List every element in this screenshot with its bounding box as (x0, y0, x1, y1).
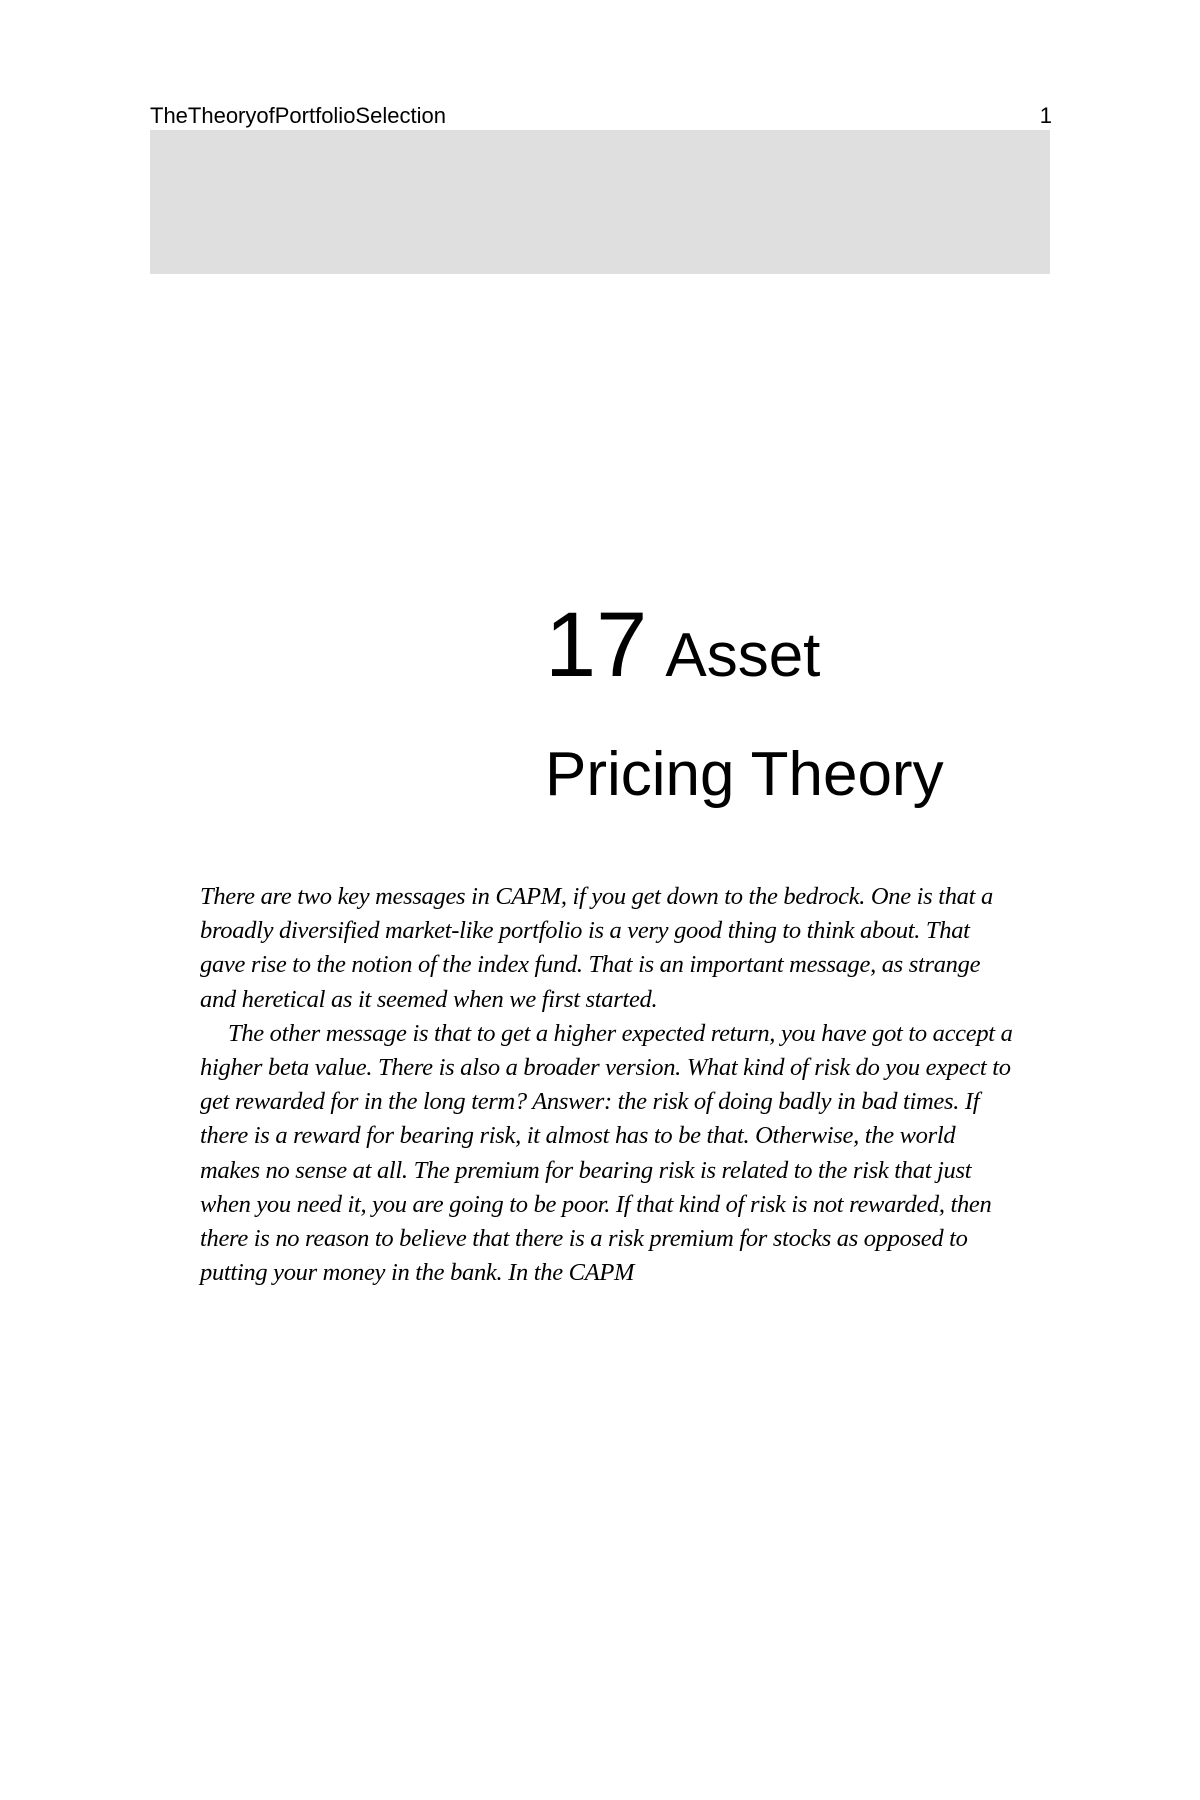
chapter-heading (545, 595, 1065, 820)
page-number: 1 (1039, 103, 1052, 128)
chapter-title-line1: Asset (665, 621, 821, 690)
chapter-title-line2: Pricing Theory (545, 740, 944, 809)
chapter-heading-line1 (545, 595, 1065, 710)
running-header (150, 102, 1050, 130)
body-text (200, 880, 1015, 1290)
body-paragraph: The other message is that to get a higher expected return, you have got to accept a higher beta value. There is also a broader version. What kind of risk do you expect to get rewarded for in the long term? Answer: the risk of doing badly in bad times. If there is a reward for bearing risk, it almost has to be that. Otherwise, the world makes no sense at all. The premium for bearing risk is related to the risk that just when you need it, you are going to be poor. If that kind of risk is not rewarded, then there is no reason to believe that there is a risk premium for stocks as opposed to putting your money in the bank. In the CAPM (200, 1019, 1013, 1287)
body-paragraph: There are two key messages in CAPM, if you get down to the bedrock. One is that a broadly diversified market-like portfolio is a very good thing to think about. That gave rise to the notion of the index fund. That is an important message, as strange and heretical as it seemed when we first started. (200, 883, 993, 1013)
header-band (150, 130, 1050, 274)
running-title: TheTheoryofPortfolioSelection (150, 103, 446, 128)
chapter-number: 17 (545, 594, 648, 696)
